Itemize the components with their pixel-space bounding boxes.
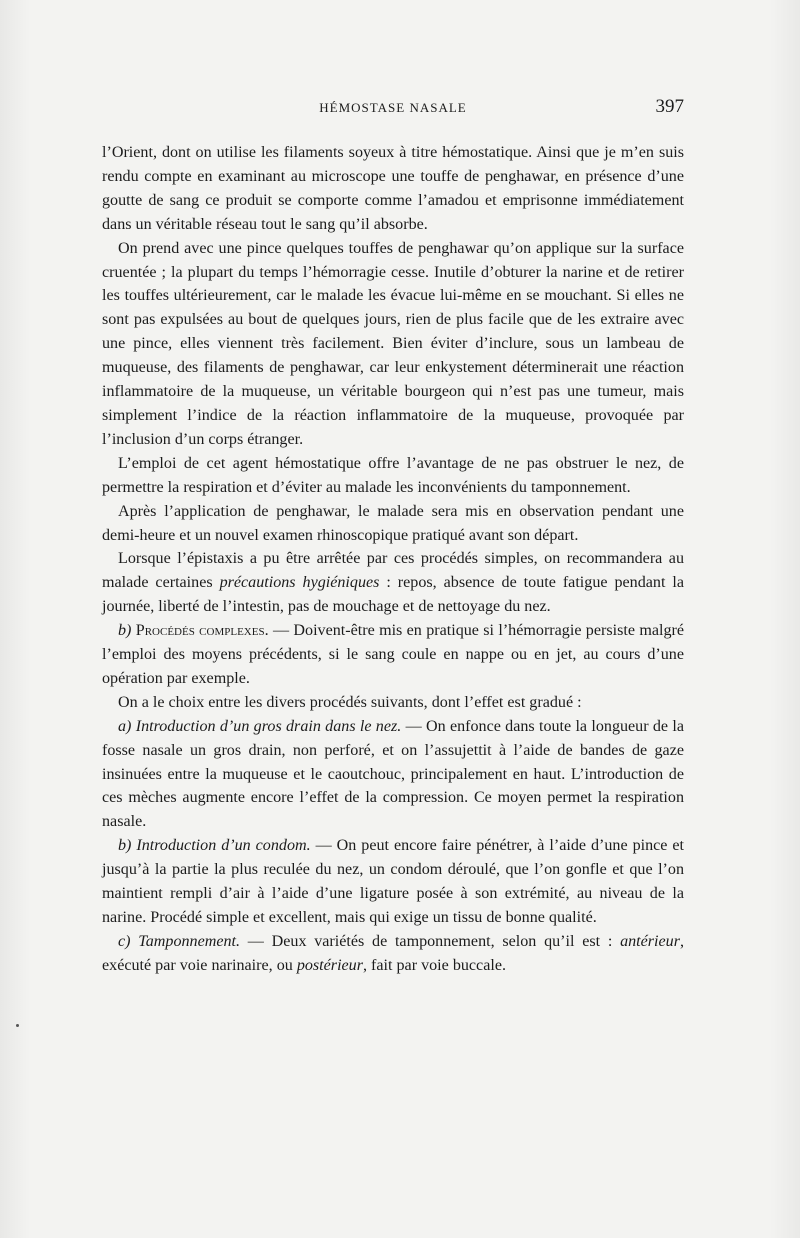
paragraph-8 xyxy=(102,715,684,835)
paragraph-5-emphasis: précautions hygiéniques xyxy=(219,574,380,592)
paragraph-8-text: — On enfonce dans toute la longueur de la fosse nasale un gros drain, non perforé, et on l’assujettit à l’aide de bandes de gaze insinuées entre la muqueuse et le caoutchouc, principalement en haut. L’introduction de ces mèches augmente encore l’effet de la compression. Ce moyen permet la respiration nasale. xyxy=(102,717,684,831)
item-heading-drain: Introduction d’un gros drain dans le nez. xyxy=(135,717,402,735)
paragraph-10-text-a: — Deux variétés de tamponnement, selon qu’il est : xyxy=(240,932,621,950)
paragraph-10-text-c: , fait par voie buccale. xyxy=(363,956,506,974)
paragraph-3: L’emploi de cet agent hémostatique offre l’avantage de ne pas obstruer le nez, de permettre la respiration et d’éviter au malade les inconvénients du tamponnement. xyxy=(102,454,684,496)
paragraph-6 xyxy=(102,619,684,691)
paragraph-9-text: — On peut encore faire pénétrer, à l’aide d’une pince et jusqu’à la partie la plus reculée du nez, un condom déroulé, que l’on gonfle et que l’on maintient rempli d’air à l’aide d’une ligature posée à son extrémité, au niveau de la narine. Procédé simple et excellent, mais qui exige un tissu de bonne qualité. xyxy=(102,837,684,926)
paragraph-10 xyxy=(102,930,684,978)
term-anterieur: antérieur xyxy=(620,932,680,950)
paragraph-10-text-b: , exécuté par voie narinaire, ou xyxy=(102,932,684,974)
page-header xyxy=(102,96,684,122)
paragraph-2: On prend avec une pince quelques touffes de penghawar qu’on applique sur la surface cruentée ; la plupart du temps l’hémorragie cesse. Inutile d’obturer la narine et de retirer les touffes ultérieurement, car le malade les évacue lui-même en se mouchant. Si elles ne sont pas expulsées au bout de quelques jours, rien de plus facile que de les extraire avec une pince, elles viennent très facilement. Bien éviter d’inclure, sous un lambeau de muqueuse, des filaments de penghawar, car leur enkystement déterminerait une réaction inflammatoire de la muqueuse, un véritable bourgeon qui n’est pas une tumeur, mais simplement l’indice de la réaction inflammatoire de la muqueuse, provoquée par l’inclusion d’un corps étranger. xyxy=(102,239,684,448)
section-label-b: b) xyxy=(118,622,132,640)
page-number: 397 xyxy=(655,96,684,117)
paragraph-5-text-b: : repos, absence de toute fatigue pendant la journée, liberté de l’intestin, pas de mouchage et de nettoyage du nez. xyxy=(102,574,684,616)
paper-speck xyxy=(16,1024,19,1027)
paragraph-5-text-a: Lorsque l’épistaxis a pu être arrêtée par ces procédés simples, on recommandera au malade certaines xyxy=(102,550,684,592)
running-head: HÉMOSTASE NASALE xyxy=(319,100,467,115)
paragraph-1: l’Orient, dont on utilise les filaments soyeux à titre hémostatique. Ainsi que je m’en suis rendu compte en examinant au microscope une touffe de penghawar, en présence d’une goutte de sang ce produit se comporte comme l’amadou et emprisonne immédiatement dans un véritable réseau tout le sang qu’il absorbe. xyxy=(102,144,684,233)
paragraph-7: On a le choix entre les divers procédés suivants, dont l’effet est gradué : xyxy=(118,693,582,711)
paragraph-5 xyxy=(102,547,684,619)
item-label-b: b) xyxy=(118,837,132,855)
item-label-c: c) xyxy=(118,932,131,950)
item-heading-tamponnement: Tamponnement. xyxy=(138,932,241,950)
body-text xyxy=(102,141,684,978)
section-heading-complex-procedures: Procédés complexes. xyxy=(135,622,269,640)
item-label-a: a) xyxy=(118,717,132,735)
item-heading-condom: Introduction d’un condom. xyxy=(136,837,311,855)
paragraph-4: Après l’application de penghawar, le malade sera mis en observation pendant une demi-heure et un nouvel examen rhinoscopique pratiqué avant son départ. xyxy=(102,502,684,544)
term-posterieur: postérieur xyxy=(296,956,363,974)
paragraph-6-text: — Doivent-être mis en pratique si l’hémorragie persiste malgré l’emploi des moyens précédents, si le sang coule en nappe ou en jet, au cours d’une opération par exemple. xyxy=(102,622,685,687)
paragraph-9 xyxy=(102,834,684,930)
